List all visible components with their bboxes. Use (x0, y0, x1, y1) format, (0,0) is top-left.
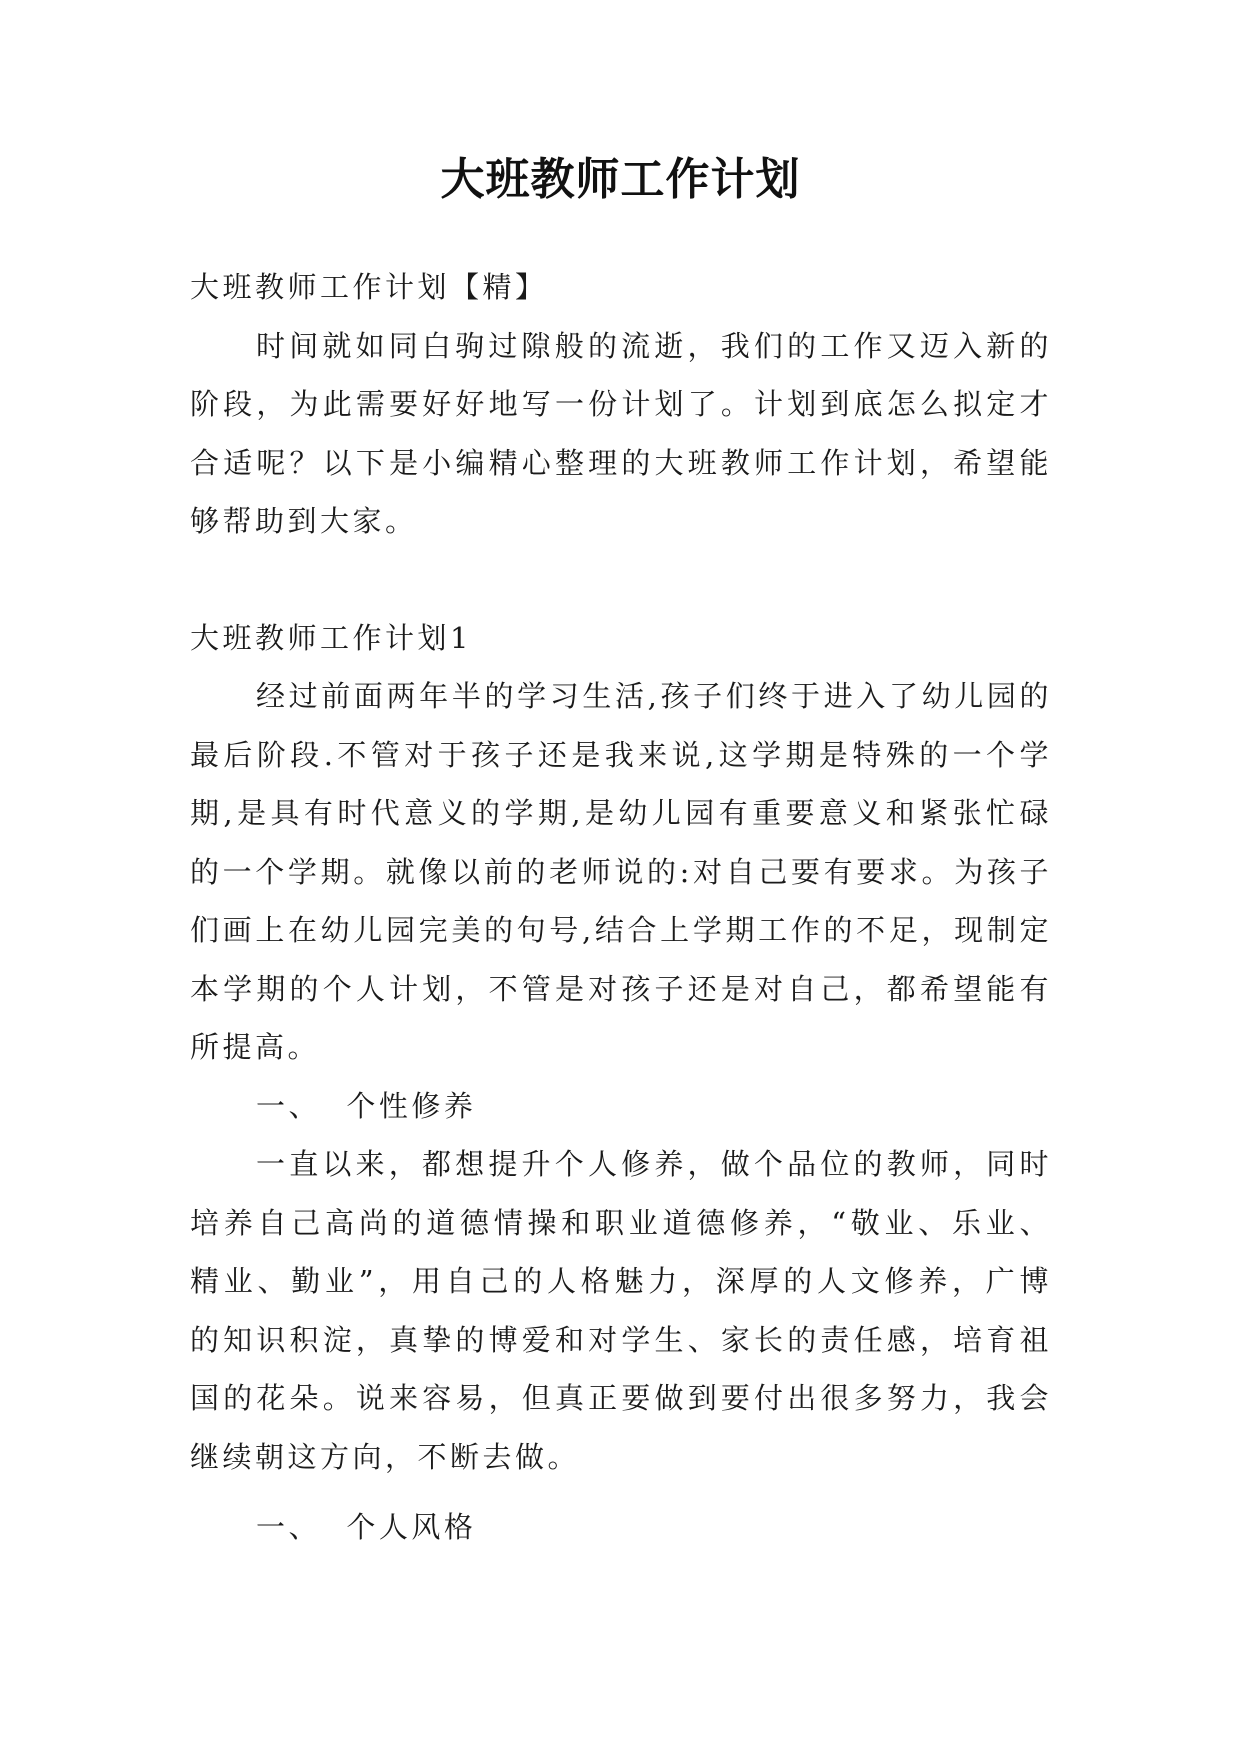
sub-heading-personal-cultivation: 一、 个性修养 (256, 1088, 477, 1123)
section-paragraph: 经过前面两年半的学习生活,孩子们终于进入了幼儿园的最后阶段.不管对于孩子还是我来说,这学期是特殊的一个学期,是具有时代意义的学期,是幼儿园有重要意义和紧张忙碌的一个学期。就像以前的老师说的:对自己要有要求。为孩子们画上在幼儿园完美的句号,结合上学期工作的不足，现制定本学期的个人计划，不管是对孩子还是对自己，都希望能有所提高。 (190, 679, 1052, 1064)
document-title: 大班教师工作计划 (440, 154, 801, 205)
section-spacer (190, 551, 1052, 609)
sub-heading-personal-style: 一、 个人风格 (256, 1510, 477, 1544)
document-subtitle: 大班教师工作计划【精】 (190, 270, 548, 304)
paragraph-spacer (190, 1486, 1052, 1498)
sub-paragraph-personal-cultivation: 一直以来，都想提升个人修养，做个品位的教师，同时培养自己高尚的道德情操和职业道德修养，“敬业、乐业、精业、勤业”，用自己的人格魅力，深厚的人文修养，广博的知识积淀，真挚的博爱和对学生、家长的责任感，培育祖国的花朵。说来容易，但真正要做到要付出很多努力，我会继续朝这方向，不断去做。 (190, 1147, 1052, 1474)
document-body (190, 258, 1052, 1557)
section-heading: 大班教师工作计划1 (190, 620, 472, 655)
intro-paragraph: 时间就如同白驹过隙般的流逝，我们的工作又迈入新的阶段，为此需要好好地写一份计划了。计划到底怎么拟定才合适呢？以下是小编精心整理的大班教师工作计划，希望能够帮助到大家。 (190, 328, 1052, 538)
